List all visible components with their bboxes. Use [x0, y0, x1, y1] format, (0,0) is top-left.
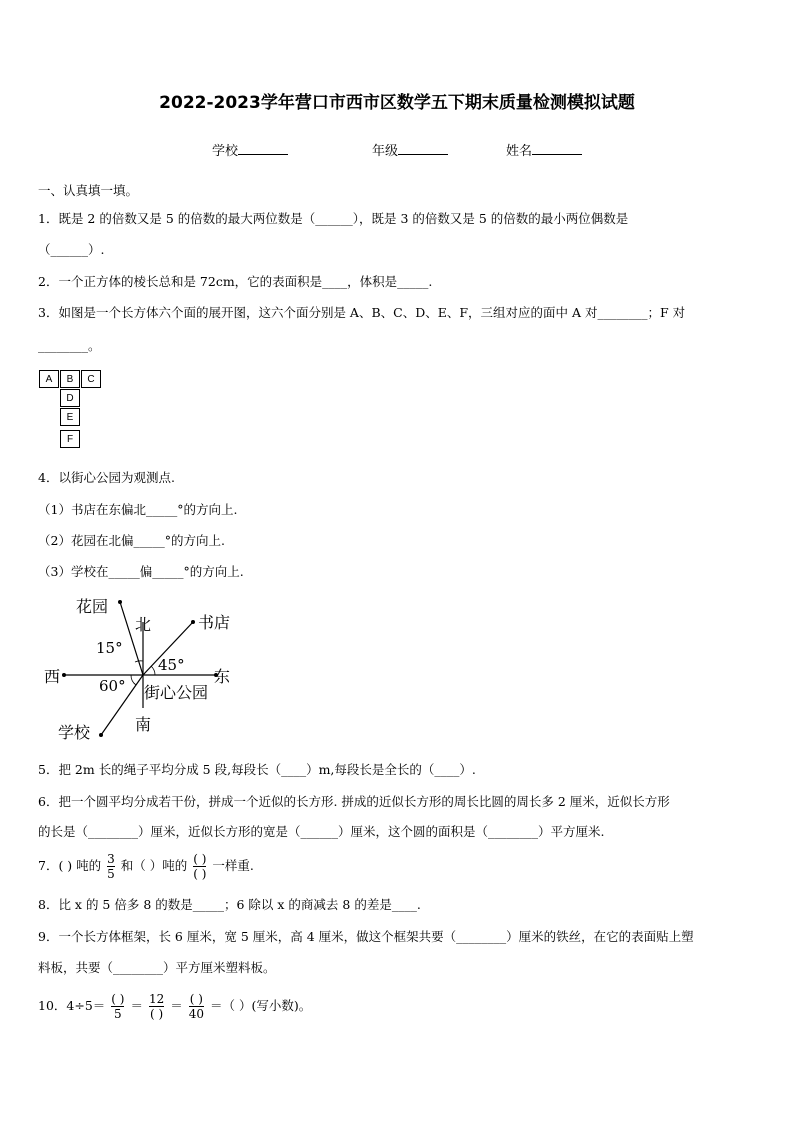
question-4-part2: （2）花园在北偏_____°的方向上. — [38, 533, 225, 548]
label-bookstore: 书店 — [198, 613, 231, 632]
question-8: 8．比 x 的 5 倍多 8 的数是_____；6 除以 x 的商减去 8 的差是____. — [38, 897, 421, 912]
q10-equals-2: ＝ — [170, 998, 183, 1013]
label-angle-15: 15° — [96, 639, 123, 657]
name-field[interactable] — [506, 140, 582, 159]
question-6-line1: 6．把一个圆平均分成若干份，拼成一个近似的长方形. 拼成的近似长方形的周长比圆的周长多 2 厘米，近似长方形 — [38, 794, 670, 809]
garden-ray — [120, 602, 143, 675]
label-east: 东 — [214, 667, 231, 686]
page-title: 2022-2023学年营口市西市区数学五下期末质量检测模拟试题 — [159, 93, 635, 113]
grade-field[interactable] — [372, 140, 448, 159]
q7-fraction-three-fifths: $\frac{3}{5}$ — [107, 852, 115, 881]
net-face-a: A — [39, 370, 59, 388]
compass-diagram — [38, 592, 248, 752]
question-10 — [38, 992, 311, 1021]
school-field[interactable] — [212, 140, 288, 159]
label-south: 南 — [135, 715, 152, 734]
net-face-f: F — [60, 430, 80, 448]
question-1-line1: 1．既是 2 的倍数又是 5 的倍数的最大两位数是（______），既是 3 的倍数又是 5 的倍数的最小两位偶数是 — [38, 211, 629, 226]
question-9-line2: 料板，共要（________）平方厘米塑料板。 — [38, 960, 276, 975]
label-garden: 花园 — [76, 597, 109, 616]
net-face-c: C — [81, 370, 101, 388]
label-north: 北 — [135, 615, 152, 634]
net-face-e: E — [60, 408, 80, 426]
q10-fraction-1[interactable]: $\frac{( )}{5}$ — [111, 992, 125, 1021]
q10-pre: 10．4÷5＝ — [38, 998, 106, 1013]
q10-post: ＝（ ）(写小数)。 — [209, 998, 312, 1013]
section-heading: 一、认真填一填。 — [38, 183, 139, 198]
label-west: 西 — [44, 667, 61, 686]
question-9-line1: 9．一个长方体框架，长 6 厘米，宽 5 厘米，高 4 厘米，做这个框架共要（________）厘米的铁丝，在它的表面贴上塑 — [38, 929, 694, 944]
question-4-part3: （3）学校在_____偏_____°的方向上. — [38, 564, 244, 579]
q7-blank-fraction[interactable]: $\frac{( )}{( )}$ — [193, 852, 207, 881]
q10-fraction-3[interactable]: $\frac{( )}{40}$ — [188, 992, 204, 1021]
question-3-line2: ________。 — [38, 338, 101, 353]
label-school: 学校 — [58, 723, 91, 742]
label-park: 街心公园 — [144, 683, 209, 702]
q7-mid: 和（ ）吨的 — [120, 858, 188, 873]
q7-post: 一样重. — [212, 858, 254, 873]
school-label: 学校 — [212, 144, 239, 159]
q10-fraction-2[interactable]: $\frac{12}{( )}$ — [148, 992, 165, 1021]
question-4-intro: 4．以街心公园为观测点. — [38, 470, 175, 485]
net-face-b: B — [60, 370, 80, 388]
grade-label: 年级 — [372, 144, 399, 159]
q10-equals-1: ＝ — [130, 998, 143, 1013]
label-angle-45: 45° — [158, 656, 185, 674]
question-3-line1: 3．如图是一个长方体六个面的展开图，这六个面分别是 A、B、C、D、E、F，三组对应的面中 A 对________；F 对 — [38, 305, 686, 320]
question-6-line2: 的长是（________）厘米，近似长方形的宽是（______）厘米，这个圆的面积是（________）平方厘米. — [38, 824, 605, 839]
question-4-part1: （1）书店在东偏北_____°的方向上. — [38, 502, 238, 517]
q7-pre: 7．( ) 吨的 — [38, 858, 102, 873]
question-7 — [38, 852, 254, 881]
question-5: 5．把 2m 长的绳子平均分成 5 段,每段长（____）m,每段长是全长的（____）. — [38, 762, 476, 777]
label-angle-60: 60° — [99, 677, 126, 695]
net-face-d: D — [60, 389, 80, 407]
question-2: 2．一个正方体的棱长总和是 72cm，它的表面积是____，体积是_____. — [38, 274, 433, 289]
name-label: 姓名 — [506, 144, 533, 159]
question-1-line2: （______）. — [38, 242, 105, 257]
